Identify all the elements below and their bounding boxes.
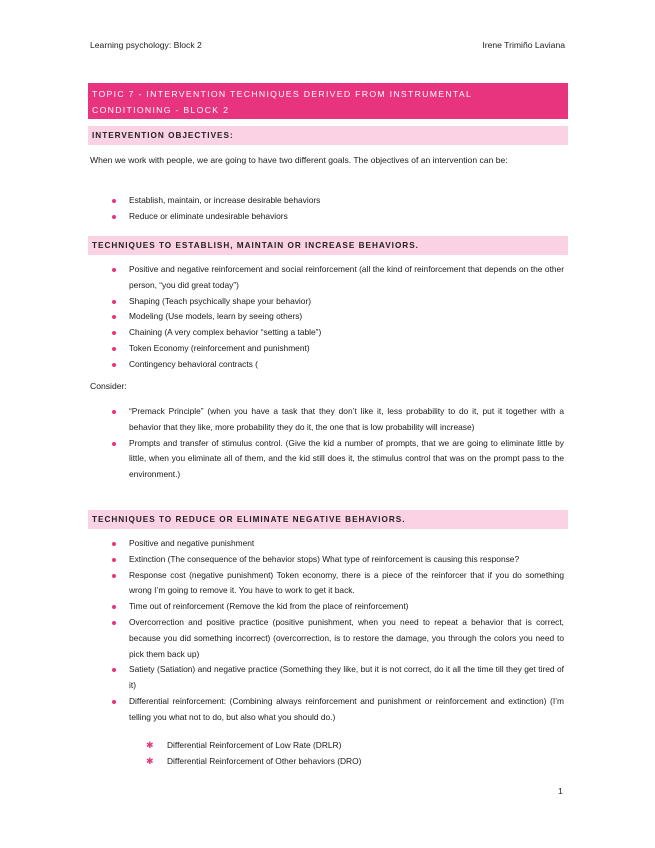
bullet-icon — [112, 574, 116, 578]
list-item: “Premack Principle” (when you have a task that they don’t like it, less probability to do it, put it together with a behavior that they like, more probability they do it, the one that is low probability will increase) — [0, 404, 564, 436]
list-item: Chaining (A very complex behavior “setting a table”) — [0, 325, 564, 341]
list-item: Prompts and transfer of stimulus control. (Give the kid a number of prompts, that we are going to eliminate little by little, when you eliminate all of them, and the kid still does it, the stimulus control that was on the prompt pass to the environment.) — [0, 436, 564, 483]
list-item: Reduce or eliminate undesirable behaviors — [0, 209, 564, 225]
bullet-icon — [112, 300, 116, 304]
objectives-list — [0, 193, 564, 225]
list-item: ✱ Differential Reinforcement of Low Rate (DRLR) — [0, 738, 361, 754]
list-item: Positive and negative reinforcement and social reinforcement (all the kind of reinforcement that depends on the other person, “you did great today”) — [0, 262, 564, 294]
list-item: Shaping (Teach psychically shape your behavior) — [0, 294, 564, 310]
reduce-list — [0, 536, 564, 726]
star-bullet-icon: ✱ — [146, 755, 154, 766]
list-item: Time out of reinforcement (Remove the kid from the place of reinforcement) — [0, 599, 564, 615]
list-item: Satiety (Satiation) and negative practice (Something they like, but it is not correct, do it all the time till they get tired of it) — [0, 662, 564, 694]
consider-list — [0, 404, 564, 483]
star-bullet-icon: ✱ — [146, 740, 154, 750]
reduce-heading: TECHNIQUES TO REDUCE OR ELIMINATE NEGATIVE BEHAVIORS. — [88, 510, 568, 529]
establish-list — [0, 262, 564, 373]
bullet-icon — [112, 700, 116, 704]
objectives-intro: When we work with people, we are going to have two different goals. The objectives of an intervention can be: — [90, 155, 508, 165]
list-item: Contingency behavioral contracts ( — [0, 357, 564, 373]
bullet-icon — [112, 363, 116, 367]
bullet-icon — [112, 315, 116, 319]
list-item: Establish, maintain, or increase desirable behaviors — [0, 193, 564, 209]
consider-label: Consider: — [90, 381, 127, 391]
bullet-icon — [112, 668, 116, 672]
page-number: 1 — [558, 786, 563, 796]
list-item: Response cost (negative punishment) Token economy, there is a piece of the reinforcer that if you do something wrong I’m going to remove it. You have to work to get it back. — [0, 568, 564, 600]
list-item: Overcorrection and positive practice (positive punishment, when you need to repeat a behavior that is correct, because you did something incorrect) (overcorrection, is to restore the damage, you through the colors you need to pick them back up) — [0, 615, 564, 662]
bullet-icon — [112, 558, 116, 562]
topic-title-banner — [88, 83, 568, 119]
differential-sublist — [0, 738, 361, 770]
bullet-icon — [112, 215, 116, 219]
list-item: Modeling (Use models, learn by seeing others) — [0, 309, 564, 325]
list-item: Extinction (The consequence of the behavior stops) What type of reinforcement is causing this response? — [0, 552, 564, 568]
bullet-icon — [112, 199, 116, 203]
topic-title-line-2: CONDITIONING - BLOCK 2 — [92, 105, 230, 115]
objectives-heading: INTERVENTION OBJECTIVES: — [88, 126, 568, 145]
bullet-icon — [112, 442, 116, 446]
bullet-icon — [112, 331, 116, 335]
list-item: Token Economy (reinforcement and punishment) — [0, 341, 564, 357]
list-item: Positive and negative punishment — [0, 536, 564, 552]
bullet-icon — [112, 347, 116, 351]
topic-title-line-1: TOPIC 7 - INTERVENTION TECHNIQUES DERIVED FROM INSTRUMENTAL — [92, 89, 473, 99]
bullet-icon — [112, 605, 116, 609]
establish-heading: TECHNIQUES TO ESTABLISH, MAINTAIN OR INCREASE BEHAVIORS. — [88, 236, 568, 255]
list-item: Differential reinforcement: (Combining always reinforcement and punishment or reinforcement and extinction) (I’m telling you what not to do, but also what you should do.) — [0, 694, 564, 726]
header-course-title: Learning psychology: Block 2 — [90, 40, 202, 50]
list-item: ✱ Differential Reinforcement of Other behaviors (DRO) — [0, 754, 361, 770]
bullet-icon — [112, 621, 116, 625]
bullet-icon — [112, 542, 116, 546]
header-author: Irene Trimiño Laviana — [482, 40, 565, 50]
bullet-icon — [112, 410, 116, 414]
bullet-icon — [112, 268, 116, 272]
